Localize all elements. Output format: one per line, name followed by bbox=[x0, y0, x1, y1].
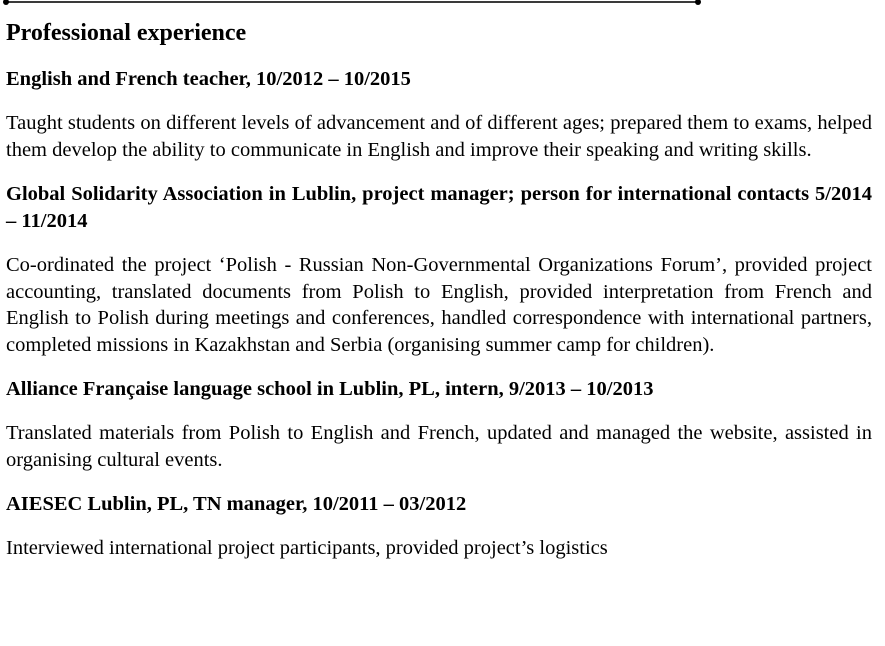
job-description: Co-ordinated the project ‘Polish - Russian Non-Governmental Organizations Forum’, provided project accounting, translated documents from Polish to English, provided interpretation from French and English to Polish during meetings and conferences, handled correspondence with international partners, completed missions in Kazakhstan and Serbia (organising summer camp for children). bbox=[6, 254, 872, 356]
job-title: English and French teacher, 10/2012 – 10/2015 bbox=[6, 68, 411, 90]
section-title: Professional experience bbox=[6, 20, 247, 46]
job-description: Taught students on different levels of advancement and of different ages; prepared them to exams, helped them develop the ability to communicate in English and improve their speaking and writing skills. bbox=[6, 112, 872, 161]
experience-entry-3 bbox=[6, 376, 872, 473]
experience-entry-1 bbox=[6, 66, 872, 163]
job-description: Interviewed international project participants, provided project’s logistics bbox=[6, 537, 608, 559]
experience-entry-4 bbox=[6, 491, 872, 562]
experience-list bbox=[6, 66, 872, 580]
job-title: Global Solidarity Association in Lublin, project manager; person for international contacts 5/2014 – 11/2014 bbox=[6, 183, 872, 232]
experience-entry-2 bbox=[6, 181, 872, 358]
section-divider-line bbox=[6, 1, 698, 3]
job-title: Alliance Française language school in Lublin, PL, intern, 9/2013 – 10/2013 bbox=[6, 378, 654, 400]
job-description: Translated materials from Polish to English and French, updated and managed the website, assisted in organising cultural events. bbox=[6, 422, 872, 471]
job-title: AIESEC Lublin, PL, TN manager, 10/2011 – 03/2012 bbox=[6, 493, 467, 515]
